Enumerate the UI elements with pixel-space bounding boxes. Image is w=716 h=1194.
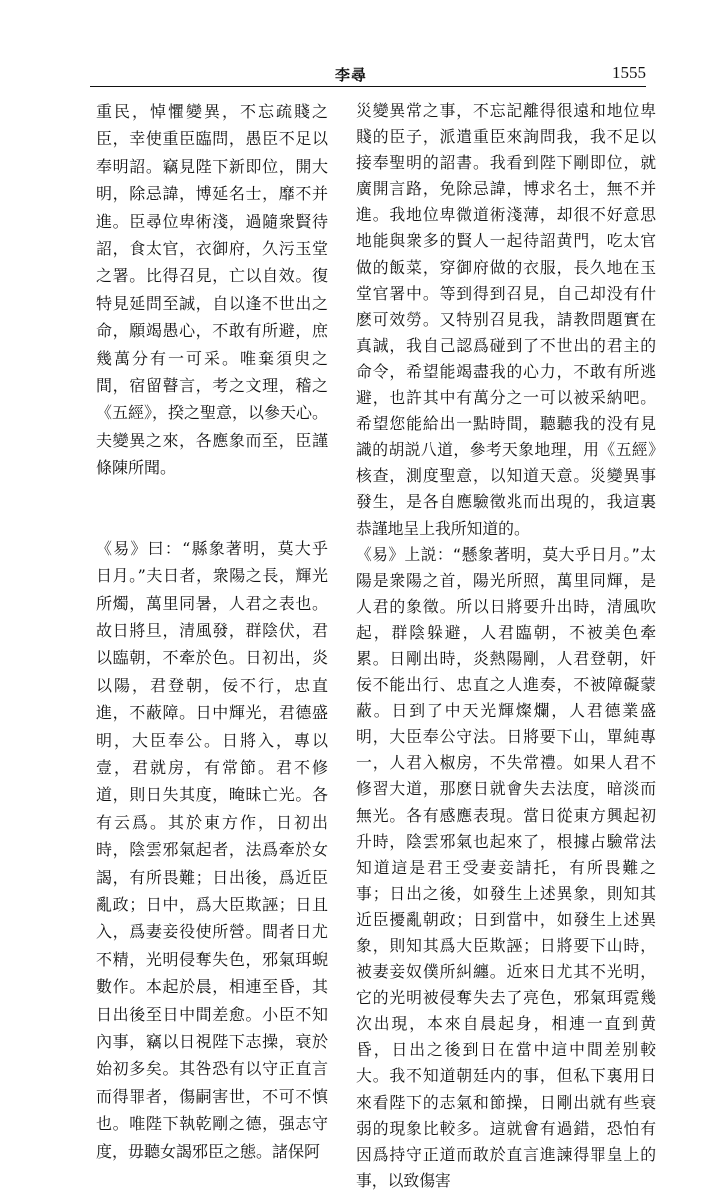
classical-paragraph-2: 《易》曰：“縣象著明，莫大乎日月。”夫日者，衆陽之長，輝光所燭，萬里同暑，人君之表也。故日將旦，清風發，群陰伏，君以臨朝，不牽於色。日初出，炎以陽，君登朝，佞不行，忠直進，不蔽障。日中輝光，君德盛明，大臣奉公。日將入，專以壹，君就房，有常節。君不修道，則日失其度，晻昧亡光。各有云爲。其於東方作，日初出時，陰雲邪氣起者，法爲牽於女謁，有所畏難；日出後，爲近臣亂政；日中，爲大臣欺誣；日且入，爲妻妾役使所營。間者日尤不精，光明侵奪失色，邪氣珥蜺數作。本起於晨，相連至昏，其日出後至日中間差愈。小臣不知內事，竊以日視陛下志操，衰於始初多矣。其咎恐有以守正直言而得罪者，傷嗣害世，不可不慎也。唯陛下執乾剛之德，强志守度，毋聽女謁邪臣之態。諸保阿 — [96, 538, 328, 1161]
page-number: 1555 — [612, 63, 646, 82]
paragraph-gap — [96, 482, 328, 535]
translation-paragraph-1: 災變異常之事，不忘記離得很遠和地位卑賤的臣子，派遣重臣來詢問我，我不足以接奉聖明的詔書。我看到陛下剛即位，就廣開言路，免除忌諱，博求名士，無不并進。我地位卑微道術淺薄，却很不好意思地能與衆多的賢人一起待詔黄門，吃太官做的飯菜，穿御府做的衣服，長久地在玉堂官署中。等到得到召見，自己却没有什麽可效勞。又特别召見我，請教問題實在真誠，我自己認爲碰到了不世出的君主的命令，希望能竭盡我的心力，不敢有所逃避，也許其中有萬分之一可以被采納吧。希望您能給出一點時間，聽聽我的没有見識的胡説八道，參考天象地理，用《五經》核查，測度聖意，以知道天意。災變異事發生，是各自應驗徵兆而出現的，我這裏恭謹地呈上我所知道的。 — [356, 101, 656, 538]
translation-text-column — [356, 98, 656, 1194]
page-header-title: 李尋 — [335, 66, 368, 84]
classical-text-column — [96, 98, 328, 1165]
classical-paragraph-1: 重民，悼懼變異，不忘疏賤之臣，幸使重臣臨問，愚臣不足以奉明詔。竊見陛下新即位，開大明，除忌諱，博延名士，靡不并進。臣尋位卑術淺，過隨衆賢待詔，食太官，衣御府，久污玉堂之署。比得召見，亡以自效。復特見延問至誠，自以逢不世出之命，願竭愚心，不敢有所避，庶幾萬分有一可采。唯棄須臾之間，宿留瞽言，考之文理，稽之《五經》，揆之聖意，以參天心。夫變異之來，各應象而至，臣謹條陳所聞。 — [96, 102, 329, 478]
translation-paragraph-2: 《易》上説：“懸象著明，莫大乎日月。”太陽是衆陽之首，陽光所照，萬里同輝，是人君的象徵。所以日將要升出時，清風吹起，群陰躲避，人君臨朝，不被美色牽累。日剛出時，炎熱陽剛，人君登朝，奸佞不能出行、忠直之人進奏，不被障礙蒙蔽。日到了中天光輝燦爛，人君德業盛明，大臣奉公守法。日將要下山，單純專一，人君入椒房，不失常禮。如果人君不修習大道，那麽日就會失去法度，暗淡而無光。各有感應表現。當日從東方興起初升時，陰雲邪氣也起來了，根據占驗常法知道這是君王受妻妾請托，有所畏難之事；日出之後，如發生上述異象，則知其近臣擾亂朝政；日到當中，如發生上述異象，則知其爲大臣欺誣；日將要下山時，被妻妾奴僕所糾纏。近來日尤其不光明，它的光明被侵奪失去了亮色，邪氣珥霓幾次出現，本來自晨起身，相連一直到黄昏，日出之後到日在當中這中間差别較大。我不知道朝廷内的事，但私下裏用日來看陛下的志氣和節操，日剛出就有些衰弱的現象比較多。這就會有過錯，恐怕有因爲持守正道而敢於直言進諫得罪皇上的事，以致傷害 — [356, 544, 656, 1190]
header-rule — [90, 86, 646, 87]
